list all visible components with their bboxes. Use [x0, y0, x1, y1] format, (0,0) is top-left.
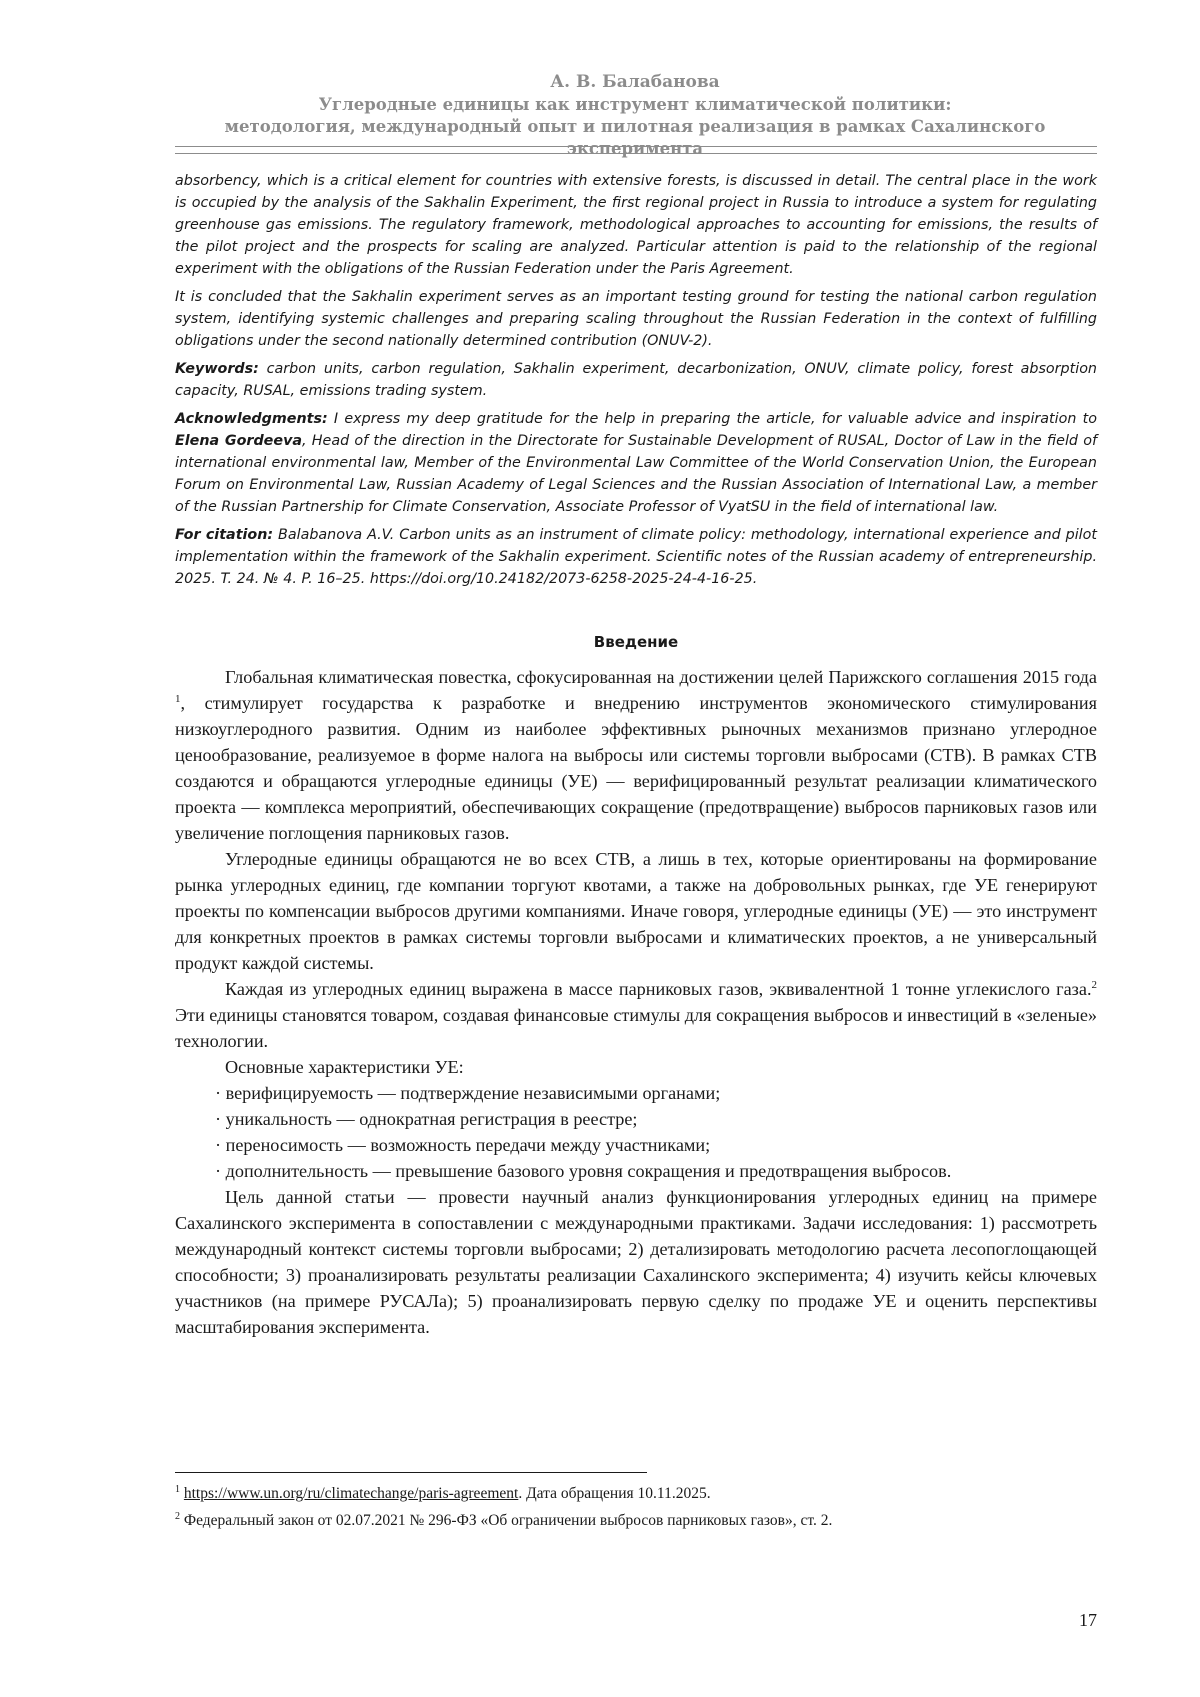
acknowledgments [175, 408, 1097, 518]
citation-text: Balabanova A.V. Carbon units as an instrument of climate policy: methodology, international experience and pilot implementation within the framework of the Sakhalin experiment. Scientific notes of the Russian academy of entrepreneurship. 2025. T. 24. № 4. P. 16–25. https://doi.org/10.24182/2073-6258-2025-24-4-16-25. [175, 527, 1097, 587]
body-paragraph-1-part-b: , стимулирует государства к разработке и внедрению инструментов экономического стимулирования низкоуглеродного развития. Одним из наиболее эффективных рыночных механизмов признано углеродное ценообразование, реализуемое в форме налога на выбросы или системы торговли выбросами (СТВ). В рамках СТВ создаются и обращаются углеродные единицы (УЕ) — верифицированный результат реализации климатического проекта — комплекса мероприятий, обеспечивающих сокращение (предотвращение) выбросов парниковых газов или увеличение поглощения парниковых газов. [175, 693, 1097, 843]
acknowledgments-text-1: I express my deep gratitude for the help in preparing the article, for valuable advice and inspiration to [327, 411, 1097, 427]
abstract-paragraph-2: It is concluded that the Sakhalin experiment serves as an important testing ground for testing the national carbon regulation system, identifying systemic challenges and preparing scaling throughout the Russian Federation in the context of fulfilling obligations under the second nationally determined contribution (ONUV-2). [175, 289, 1097, 349]
footnote-2 [175, 1507, 1097, 1534]
acknowledgments-text-2: , Head of the direction in the Directorate for Sustainable Development of RUSAL, Doctor of Law in the field of international environmental law, Member of the Environmental Law Committee of the World Conservation Union, the European Forum on Environmental Law, Russian Academy of Legal Sciences and the Russian Association of International Law, a member of the Russian Partnership for Climate Conservation, Associate Professor of VyatSU in the field of international law. [175, 433, 1097, 515]
abstract-paragraph-1: absorbency, which is a critical element for countries with extensive forests, is discussed in detail. The central place in the work is occupied by the analysis of the Sakhalin Experiment, the first regional project in Russia to introduce a system for regulating greenhouse gas emissions. The regulatory framework, methodological approaches to accounting for emissions, the results of the pilot project and the prospects for scaling are analyzed. Particular attention is paid to the relationship of the regional experiment with the obligations of the Russian Federation under the Paris Agreement. [175, 173, 1097, 277]
acknowledgments-label: Acknowledgments: [175, 411, 328, 427]
header-rule-bottom [175, 153, 1097, 154]
footnote-1 [175, 1480, 1097, 1507]
section-title: Введение [593, 633, 679, 651]
list-item: · дополнительность — превышение базового уровня сокращения и предотвращения выбросов. [215, 1161, 952, 1181]
acknowledgments-name: Elena Gordeeva [175, 433, 303, 449]
body-paragraph-5: Цель данной статьи — провести научный анализ функционирования углеродных единиц на примере Сахалинского эксперимента в сопоставлении с международными практиками. Задачи исследования: 1) рассмотреть международный контекст системы торговли выбросами; 2) детализировать методологию расчета лесопоглощающей способности; 3) проанализировать результаты реализации Сахалинского эксперимента; 4) изучить кейсы ключевых участников (на примере РУСАЛа); 5) проанализировать первую сделку по продаже УЕ и оценить перспективы масштабирования эксперимента. [175, 1187, 1097, 1337]
footnote-2-number: 2 [175, 1510, 180, 1522]
list-item: · верифицируемость — подтверждение независимыми органами; [215, 1083, 721, 1103]
body-text [175, 664, 1097, 1340]
citation [175, 524, 1097, 590]
body-paragraph-3-part-a: Каждая из углеродных единиц выражена в массе парниковых газов, эквивалентной 1 тонне углекислого газа. [225, 979, 1092, 999]
body-paragraph-2: Углеродные единицы обращаются не во всех СТВ, а лишь в тех, которые ориентированы на формирование рынка углеродных единиц, где компании торгуют квотами, а также на добровольных рынках, где УЕ генерируют проекты по компенсации выбросов другими компаниями. Иначе говоря, углеродные единицы (УЕ) — это инструмент для конкретных проектов в рамках системы торговли выбросами и климатических проектов, а не универсальный продукт каждой системы. [175, 849, 1097, 973]
list-item: · переносимость — возможность передачи между участниками; [215, 1135, 711, 1155]
body-paragraph-1-part-a: Глобальная климатическая повестка, сфокусированная на достижении целей Парижского соглашения 2015 года [225, 667, 1097, 687]
list-item: · уникальность — однократная регистрация в реестре; [215, 1109, 638, 1129]
header-rule-top [175, 146, 1097, 147]
footnote-1-number: 1 [175, 1483, 180, 1495]
footnote-1-link[interactable]: https://www.un.org/ru/climatechange/paris-agreement [183, 1485, 519, 1502]
body-paragraph-1 [175, 664, 1097, 846]
header-author: А. В. Балабанова [550, 72, 720, 92]
body-paragraph-3-part-b: Эти единицы становятся товаром, создавая финансовые стимулы для сокращения выбросов и инвестиций в «зеленые» технологии. [175, 1005, 1097, 1051]
footnote-1-text: . Дата обращения 10.11.2025. [518, 1485, 711, 1502]
header-title-line-1: Углеродные единицы как инструмент климатической политики: [318, 95, 952, 114]
header-title-line-2: методология, международный опыт и пилотная реализация в рамках Сахалинского эксперимента [224, 117, 1046, 158]
footnote-rule [175, 1472, 647, 1473]
footnote-2-text: Федеральный закон от 02.07.2021 № 296-ФЗ «Об ограничении выбросов парниковых газов», ст. 2. [180, 1512, 833, 1529]
body-paragraph-4: Основные характеристики УЕ: [225, 1057, 464, 1077]
page-number: 17 [1079, 1610, 1097, 1630]
footnote-ref-2[interactable]: 2 [1091, 978, 1097, 991]
abstract [175, 170, 1097, 596]
keywords [175, 358, 1097, 402]
body-paragraph-3 [175, 976, 1097, 1054]
footnotes [175, 1480, 1097, 1534]
keywords-text: carbon units, carbon regulation, Sakhalin experiment, decarbonization, ONUV, climate policy, forest absorption capacity, RUSAL, emissions trading system. [175, 361, 1097, 399]
footnote-ref-1[interactable]: 1 [175, 692, 181, 705]
keywords-label: Keywords: [175, 361, 259, 377]
citation-label: For citation: [175, 527, 274, 543]
